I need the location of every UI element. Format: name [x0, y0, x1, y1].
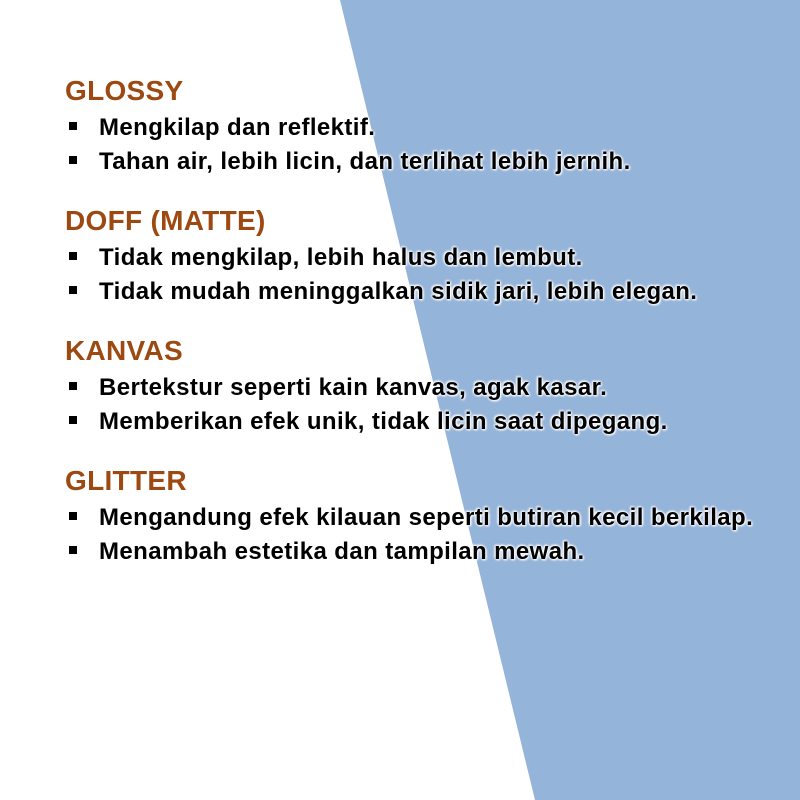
bullet-item	[65, 276, 765, 308]
bullet-list-doff-matte	[65, 242, 765, 308]
square-bullet-icon	[69, 382, 77, 390]
bullet-text: Mengkilap dan reflektif.	[99, 114, 376, 141]
bullet-item	[65, 112, 765, 144]
bullet-text: Memberikan efek unik, tidak licin saat dipegang.	[99, 408, 668, 435]
square-bullet-icon	[69, 252, 77, 260]
bullet-list-glossy	[65, 112, 765, 178]
bullet-item	[65, 146, 765, 178]
section-glitter	[65, 464, 765, 568]
bullet-text: Tidak mengkilap, lebih halus dan lembut.	[99, 244, 583, 271]
bullet-text: Menambah estetika dan tampilan mewah.	[99, 538, 585, 565]
square-bullet-icon	[69, 286, 77, 294]
section-kanvas	[65, 334, 765, 438]
bullet-item	[65, 502, 765, 534]
content-area	[65, 74, 765, 594]
bullet-list-kanvas	[65, 372, 765, 438]
section-glossy	[65, 74, 765, 178]
bullet-text: Tidak mudah meninggalkan sidik jari, lebih elegan.	[99, 278, 698, 305]
bullet-item	[65, 406, 765, 438]
square-bullet-icon	[69, 416, 77, 424]
bullet-list-glitter	[65, 502, 765, 568]
section-heading-doff-matte: DOFF (MATTE)	[65, 205, 266, 236]
section-heading-kanvas: KANVAS	[65, 335, 183, 366]
square-bullet-icon	[69, 512, 77, 520]
section-heading-glitter: GLITTER	[65, 465, 187, 496]
bullet-item	[65, 536, 765, 568]
bullet-item	[65, 372, 765, 404]
section-heading-glossy: GLOSSY	[65, 75, 184, 106]
bullet-text: Bertekstur seperti kain kanvas, agak kasar.	[99, 374, 608, 401]
bullet-text: Tahan air, lebih licin, dan terlihat lebih jernih.	[99, 148, 631, 175]
bullet-item	[65, 242, 765, 274]
square-bullet-icon	[69, 546, 77, 554]
square-bullet-icon	[69, 122, 77, 130]
square-bullet-icon	[69, 156, 77, 164]
bullet-text: Mengandung efek kilauan seperti butiran kecil berkilap.	[99, 504, 754, 531]
section-doff-matte	[65, 204, 765, 308]
